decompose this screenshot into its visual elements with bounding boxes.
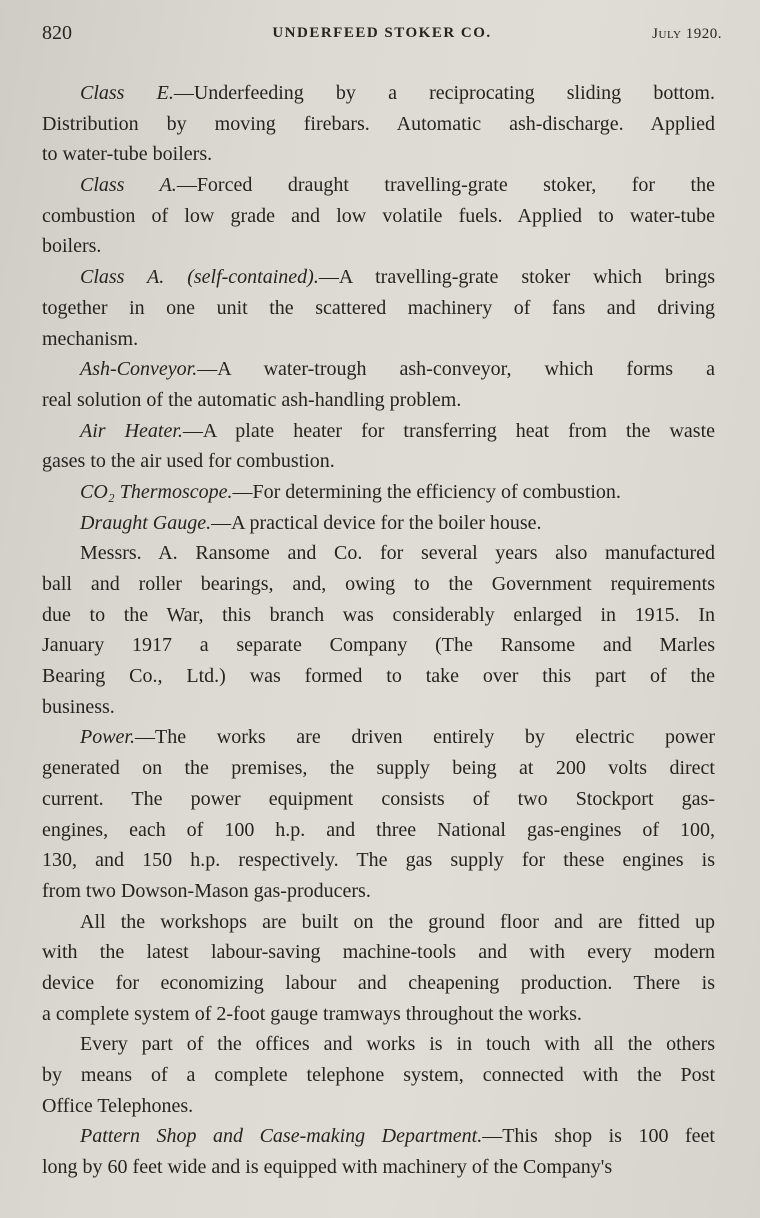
paragraph [42, 1121, 715, 1182]
page-body [42, 78, 715, 1183]
issue-date: July 1920. [652, 26, 722, 42]
text-line [42, 600, 715, 631]
line-text: Bearing Co., Ltd.) was formed to take over this part of the [42, 665, 715, 688]
line-text: —For determining the efficiency of combustion. [232, 480, 621, 503]
text-line [42, 999, 715, 1030]
line-text: real solution of the automatic ash-handling problem. [42, 388, 462, 411]
text-line [42, 753, 715, 784]
text-line [42, 661, 715, 692]
line-text: —A plate heater for transferring heat from the waste [182, 419, 715, 442]
line-text: Messrs. A. Ransome and Co. for several years also manufactured [80, 542, 715, 565]
line-text: engines, each of 100 h.p. and three National gas-engines of 100, [42, 818, 715, 841]
text-line [42, 937, 715, 968]
line-text: —This shop is 100 feet [482, 1125, 715, 1148]
text-line [42, 630, 715, 661]
running-title: UNDERFEED STOKER CO. [272, 25, 492, 41]
line-text: Office Telephones. [42, 1094, 194, 1117]
line-text: together in one unit the scattered machinery of fans and driving [42, 296, 715, 319]
line-text: from two Dowson-Mason gas-producers. [42, 879, 371, 902]
text-line [42, 293, 715, 324]
paragraph [42, 262, 715, 354]
paragraph [42, 1029, 715, 1121]
text-line [42, 78, 715, 109]
paragraph-heading: Draught Gauge. [80, 511, 212, 534]
paragraph [42, 477, 715, 508]
line-text: Distribution by moving firebars. Automatic ash-discharge. Applied [42, 112, 715, 135]
line-text: —A water-trough ash-conveyor, which forms a [197, 358, 715, 381]
paragraph-heading: Ash-Conveyor. [80, 358, 198, 381]
page-number: 820 [42, 22, 72, 44]
line-text: due to the War, this branch was considerably enlarged in 1915. In [42, 603, 715, 626]
text-line [42, 968, 715, 999]
line-text: —Forced draught travelling-grate stoker, for the [176, 174, 715, 197]
text-line [42, 569, 715, 600]
line-text: Every part of the offices and works is in touch with all the others [80, 1033, 715, 1056]
line-text: boilers. [42, 235, 102, 258]
text-line [42, 1121, 715, 1152]
text-line [42, 508, 715, 539]
paragraph [42, 722, 715, 906]
paragraph-heading: Class E. [80, 82, 174, 104]
paragraph [42, 170, 715, 262]
paragraph-heading: Power. [80, 726, 135, 749]
paragraph [42, 907, 715, 1030]
text-line [42, 1060, 715, 1091]
text-line [42, 324, 715, 355]
text-line [42, 722, 715, 753]
line-text: business. [42, 695, 115, 718]
paragraph [42, 508, 715, 539]
paragraph [42, 78, 715, 170]
text-line [42, 385, 715, 416]
text-line [42, 1152, 715, 1183]
text-line [42, 416, 715, 447]
line-text: with the latest labour-saving machine-tools and with every modern [42, 941, 715, 964]
text-line [42, 170, 715, 201]
line-text: —A practical device for the boiler house. [211, 511, 542, 534]
line-text: 130, and 150 h.p. respectively. The gas supply for these engines is [42, 849, 715, 872]
paragraph-heading: Pattern Shop and Case-making Department. [80, 1125, 483, 1148]
line-text: January 1917 a separate Company (The Ransome and Marles [42, 634, 715, 657]
paragraph [42, 354, 715, 415]
line-text: device for economizing labour and cheapening production. There is [42, 971, 715, 994]
paragraph [42, 538, 715, 722]
text-line [42, 1029, 715, 1060]
text-line [42, 692, 715, 723]
line-text: current. The power equipment consists of two Stockport gas- [42, 787, 715, 810]
line-text: a complete system of 2-foot gauge tramways throughout the works. [42, 1002, 582, 1025]
line-text: long by 60 feet wide and is equipped with machinery of the Company's [42, 1156, 613, 1179]
text-line [42, 109, 715, 140]
line-text: combustion of low grade and low volatile fuels. Applied to water-tube [42, 204, 715, 227]
running-header [42, 22, 722, 52]
paragraph-heading: Class A. [80, 174, 177, 197]
paragraph [42, 416, 715, 477]
paragraph-heading: Class A. (self-contained). [80, 266, 319, 289]
text-line [42, 139, 715, 170]
text-line [42, 784, 715, 815]
line-text: All the workshops are built on the ground floor and are fitted up [80, 910, 715, 933]
text-line [42, 231, 715, 262]
text-line [42, 1091, 715, 1122]
line-text: —Underfeeding by a reciprocating sliding bottom. [173, 82, 715, 104]
text-line [42, 201, 715, 232]
line-text: gases to the air used for combustion. [42, 450, 335, 473]
line-text: ball and roller bearings, and, owing to the Government requirements [42, 573, 715, 595]
line-text: —The works are driven entirely by electric power [135, 726, 715, 749]
text-line [42, 876, 715, 907]
text-line [42, 815, 715, 846]
paragraph-heading: Air Heater. [80, 419, 183, 442]
paragraph-heading: CO₂ Thermoscope. [80, 480, 233, 503]
text-line [42, 446, 715, 477]
text-line [42, 907, 715, 938]
line-text: to water-tube boilers. [42, 143, 213, 166]
text-line [42, 845, 715, 876]
text-line [42, 262, 715, 293]
line-text: —A travelling-grate stoker which brings [318, 266, 715, 289]
line-text: mechanism. [42, 327, 139, 350]
text-line [42, 477, 715, 508]
text-line [42, 538, 715, 569]
text-line [42, 354, 715, 385]
line-text: generated on the premises, the supply being at 200 volts direct [42, 757, 715, 780]
line-text: by means of a complete telephone system, connected with the Post [42, 1064, 715, 1086]
